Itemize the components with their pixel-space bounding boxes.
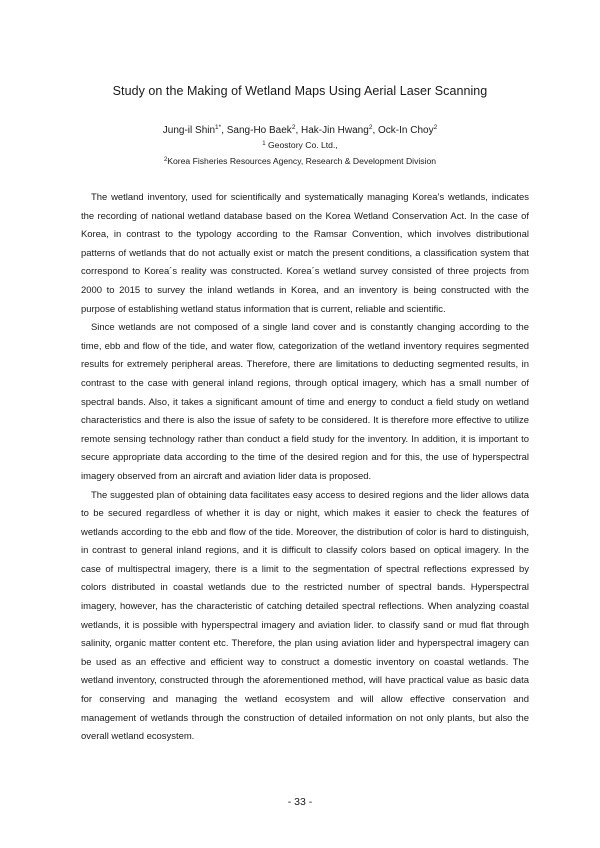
abstract-paragraph: The wetland inventory, used for scientifically and systematically managing Korea’s wetlands, indicates the recording of national wetland database based on the Korea Wetland Conservation Act. In the case of Korea, in contrast to the typology according to the Ramsar Convention, which involves distributional patterns of wetlands that do not actually exist or match the present conditions, a classification system that correspond to Korea´s reality was constructed. Korea´s wetland survey consisted of three projects from 2000 to 2015 to survey the inland wetlands in Korea, and an inventory is being constructed with the purpose of establishing wetland status information that is current, reliable and scientific. <box>81 192 529 315</box>
affiliation-text: Geostory Co. Ltd., <box>267 140 338 150</box>
author-superscript: 2 <box>291 124 296 131</box>
author-name: Sang-Ho Baek <box>226 125 292 136</box>
author-superscript: 2 <box>368 124 373 131</box>
author-superscript: 1* <box>215 124 222 131</box>
abstract-body <box>81 189 529 747</box>
affiliation-superscript: 1 <box>262 141 266 147</box>
author-name: Ock-In Choy <box>378 125 434 136</box>
affiliation-superscript: 2 <box>163 157 168 163</box>
affiliation-1 <box>0 140 600 150</box>
affiliation-text: Korea Fisheries Resources Agency, Research & Development Division <box>167 156 437 166</box>
author-list: Jung-il Shin$^{1*}$, Sang-Ho Baek$^2$, Hak-Jin Hwang$^2$, Ock-In Choy$^2$ <box>162 124 438 136</box>
abstract-paragraph: The suggested plan of obtaining data facilitates easy access to desired regions and the lider allows data to be secured regardless of whether it is day or night, which makes it easier to check the features of wetlands according to the ebb and flow of the tide. Moreover, the distribution of color is hard to distinguish, in contrast to general inland regions, and it is difficult to classify colors based on optical imagery. In the case of multispectral imagery, there is a limit to the segmentation of spectral reflections expressed by colors distributed in coastal wetlands due to the restricted number of spectral bands. Hyperspectral imagery, however, has the characteristic of catching detailed spectral reflections. When analyzing coastal wetlands, it is possible with hyperspectral imagery and aviation lider. to classify sand or mud flat through salinity, organic matter content etc. Therefore, the plan using aviation lider and hyperspectral imagery can be used as an effective and efficient way to construct a domestic inventory on coastal wetlands. The wetland inventory, constructed through the aforementioned method, will have practical value as basic data for conserving and managing the wetland ecosystem and will allow effective conservation and management of wetlands through the construction of detailed information on not only plants, but also the overall wetland ecosystem. <box>81 489 529 743</box>
author-superscript: 2 <box>433 124 438 131</box>
affiliation-2 <box>0 156 600 166</box>
author-name: Jung-il Shin <box>162 125 216 136</box>
author-name: Hak-Jin Hwang <box>301 125 369 136</box>
page-number: - 33 - <box>287 796 313 808</box>
abstract-paragraph: Since wetlands are not composed of a single land cover and is constantly changing according to the time, ebb and flow of the tide, and water flow, categorization of the wetland inventory requires segmented results for extremely peripheral areas. Therefore, there are limitations to deducting segmented results, in contrast to the case with general inland regions, through optical imagery, which has a small number of spectral bands. Also, it takes a significant amount of time and energy to conduct a field study on wetland characteristics and there is also the issue of safety to be considered. It is therefore more effective to utilize remote sensing technology rather than conduct a field study for the inventory. In addition, it is important to secure appropriate data according to the time of the desired region and for this, the use of hyperspectral imagery observed from an aircraft and aviation lider data is proposed. <box>81 322 529 482</box>
paper-title: Study on the Making of Wetland Maps Using Aerial Laser Scanning <box>112 84 488 98</box>
